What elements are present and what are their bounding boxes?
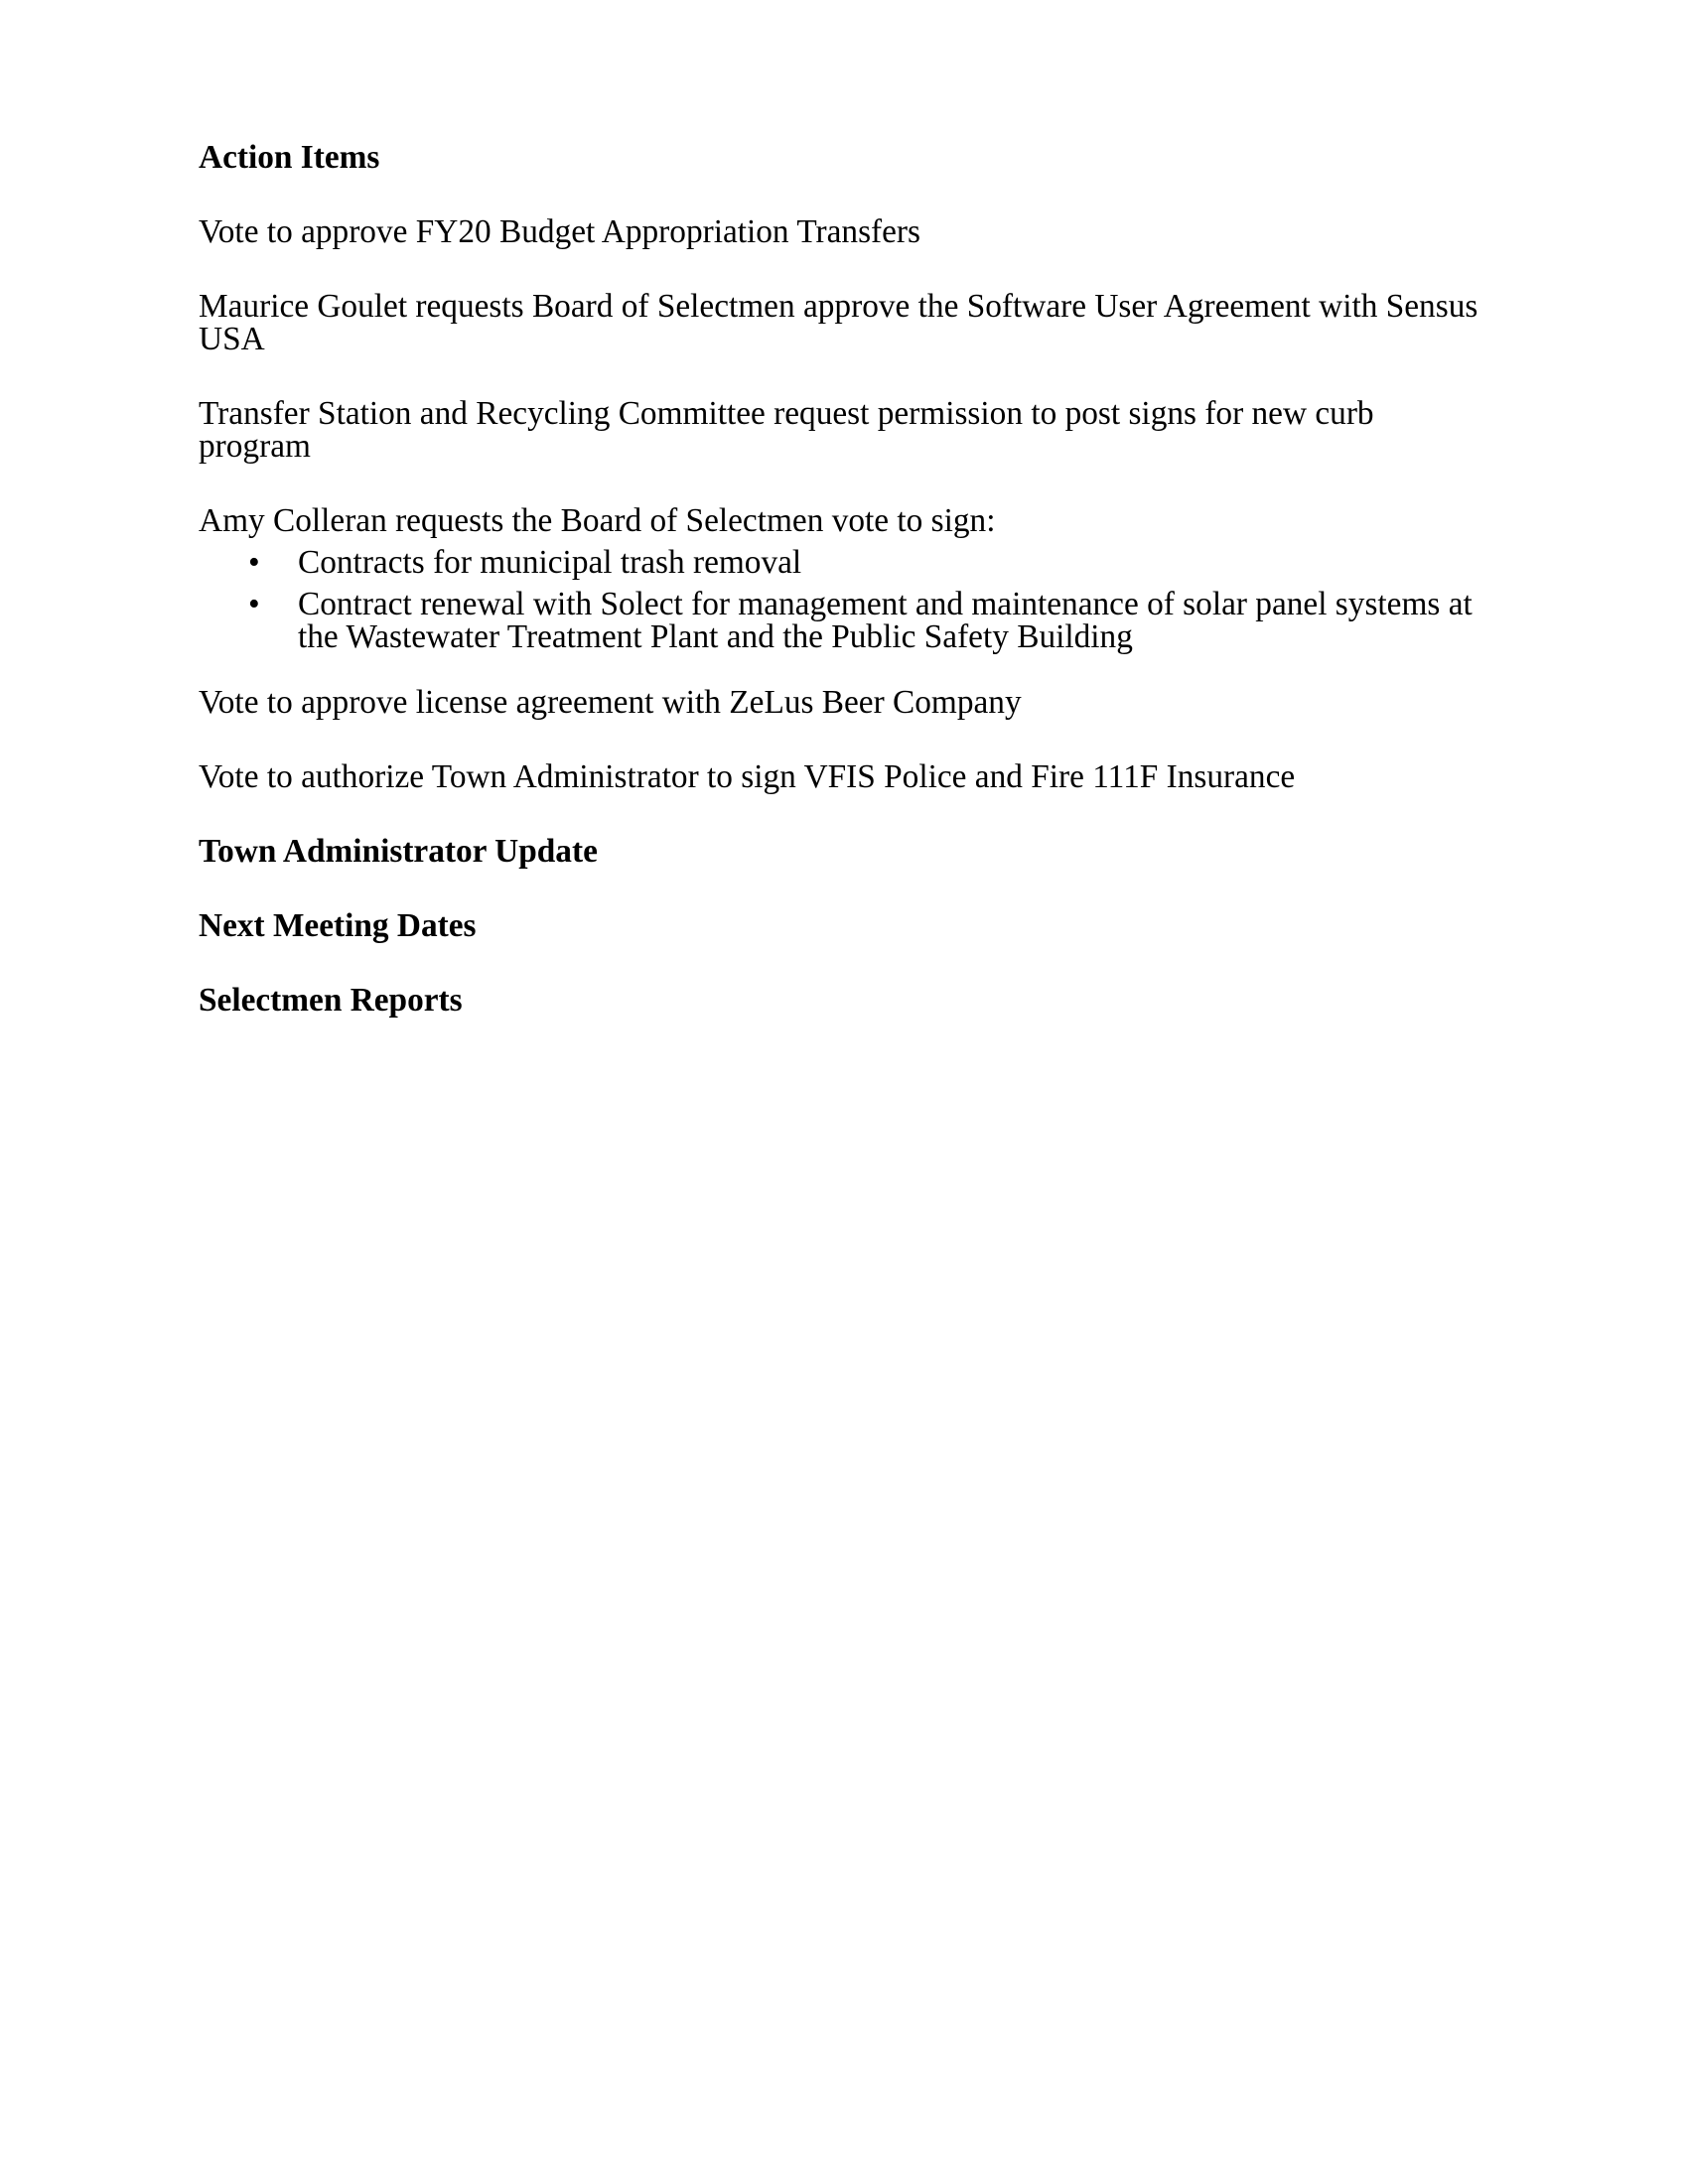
list-item-trash-contracts bbox=[199, 546, 1489, 579]
bullet-icon: • bbox=[248, 544, 260, 581]
list-item-text: Contract renewal with Solect for management and maintenance of solar panel systems at the Wastewater Treatment Plant and the Public Safety Building bbox=[298, 586, 1473, 655]
bullet-icon: • bbox=[248, 586, 260, 622]
heading-action-items: Action Items bbox=[199, 139, 380, 176]
paragraph-maurice-goulet-sensus: Maurice Goulet requests Board of Selectmen approve the Software User Agreement with Sensus USA bbox=[199, 288, 1478, 357]
paragraph-vfis-insurance: Vote to authorize Town Administrator to sign VFIS Police and Fire 111F Insurance bbox=[199, 758, 1296, 795]
heading-selectmen-reports: Selectmen Reports bbox=[199, 982, 463, 1019]
paragraph-transfer-station-signs: Transfer Station and Recycling Committee request permission to post signs for new curb program bbox=[199, 395, 1374, 465]
list-item-solect-renewal bbox=[199, 588, 1489, 653]
heading-next-meeting-dates: Next Meeting Dates bbox=[199, 907, 477, 944]
document-body bbox=[199, 141, 1489, 1017]
heading-town-administrator-update: Town Administrator Update bbox=[199, 833, 598, 870]
paragraph-fy20-budget-transfers: Vote to approve FY20 Budget Appropriation Transfers bbox=[199, 213, 921, 250]
list-item-text: Contracts for municipal trash removal bbox=[298, 544, 802, 581]
paragraph-zelus-license: Vote to approve license agreement with ZeLus Beer Company bbox=[199, 684, 1022, 721]
sign-items-list bbox=[199, 546, 1489, 653]
paragraph-amy-colleran-sign: Amy Colleran requests the Board of Selectmen vote to sign: bbox=[199, 502, 996, 539]
